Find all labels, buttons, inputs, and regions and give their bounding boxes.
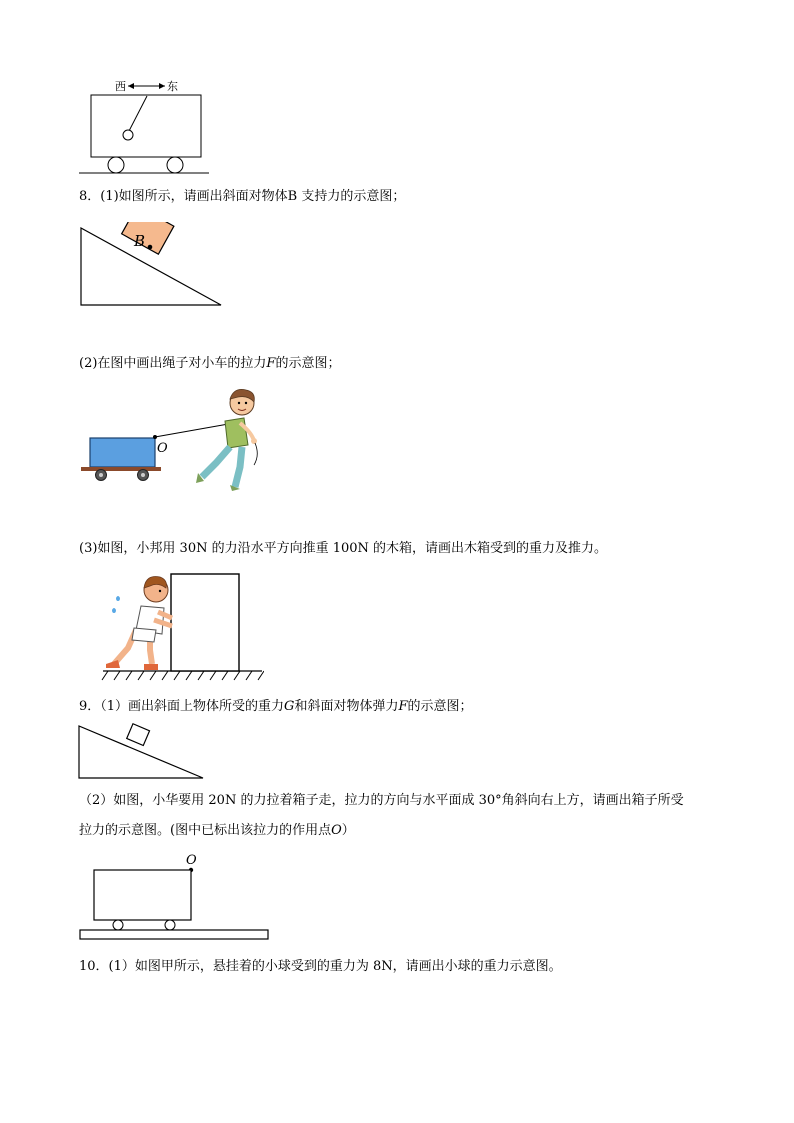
q8-part2-after: 的示意图； [275,356,341,371]
box-wheel [165,920,175,930]
q8-part2-text [79,355,340,373]
box-wheel [113,920,123,930]
cart-wheel [167,157,183,173]
q9-part2-line2-before: 拉力的示意图。(图中已标出该拉力的作用点 [79,823,332,838]
q9-part1-before: 9．（1）画出斜面上物体所受的重力 [79,699,285,714]
cart-box [90,438,155,467]
q8-part3-text: (3)如图，小邦用 30N 的力沿水平方向推重 100N 的木箱，请画出木箱受到的重力及推力。 [79,541,608,556]
q9-part1-text [79,698,473,716]
q10-part1-text: 10．(1）如图甲所示，悬挂着的小球受到的重力为 8N，请画出小球的重力示意图。 [79,959,562,974]
cart-pendulum-figure [75,74,215,178]
block-center-dot [148,245,153,250]
west-arrowhead [128,83,134,89]
box-on-wheels-figure [76,850,272,944]
force-var-f: F [398,699,408,714]
q9-part1-mid: 和斜面对物体弹力 [294,699,399,714]
q9-part2-line1: （2）如图，小华要用 20N 的力拉着箱子走，拉力的方向与水平面成 30°角斜向右上方，请画出箱子所受 [79,793,684,808]
pendulum-ball [123,130,133,140]
point-o-label: O [186,853,197,868]
rope [155,423,234,437]
cart-body [91,95,201,157]
q9-part1-after: 的示意图； [407,699,473,714]
q8-part2-before: (2)在图中画出绳子对小车的拉力 [79,356,267,371]
boy-pushing-box-figure [98,568,264,684]
q9-part2-line2-after: ） [341,823,355,838]
boy-pulling-cart-figure [80,385,280,495]
west-label: 西 [115,80,126,93]
point-var-o: O [331,823,342,838]
point-o-label: O [157,441,168,456]
board [80,930,268,939]
force-var-g: G [284,699,295,714]
floor-hatching [102,671,264,680]
block-b-label: B [134,232,146,250]
east-label: 东 [167,80,178,93]
cart-plank [81,467,161,471]
small-block [127,724,150,746]
q9-part2-line2 [79,822,355,840]
force-var-f: F [266,356,276,371]
rope-attach-point [153,435,157,439]
cart-wheel [108,157,124,173]
incline-block-b-figure [78,222,224,310]
east-arrowhead [159,83,165,89]
box [94,870,191,920]
q8-part1-text: 8．(1)如图所示，请画出斜面对物体B 支持力的示意图； [79,189,406,204]
incline-small-block-figure [77,722,207,782]
wooden-box [171,574,239,671]
boy-pushing [106,576,172,670]
boy-pulling [196,389,257,491]
block-b [122,222,174,254]
